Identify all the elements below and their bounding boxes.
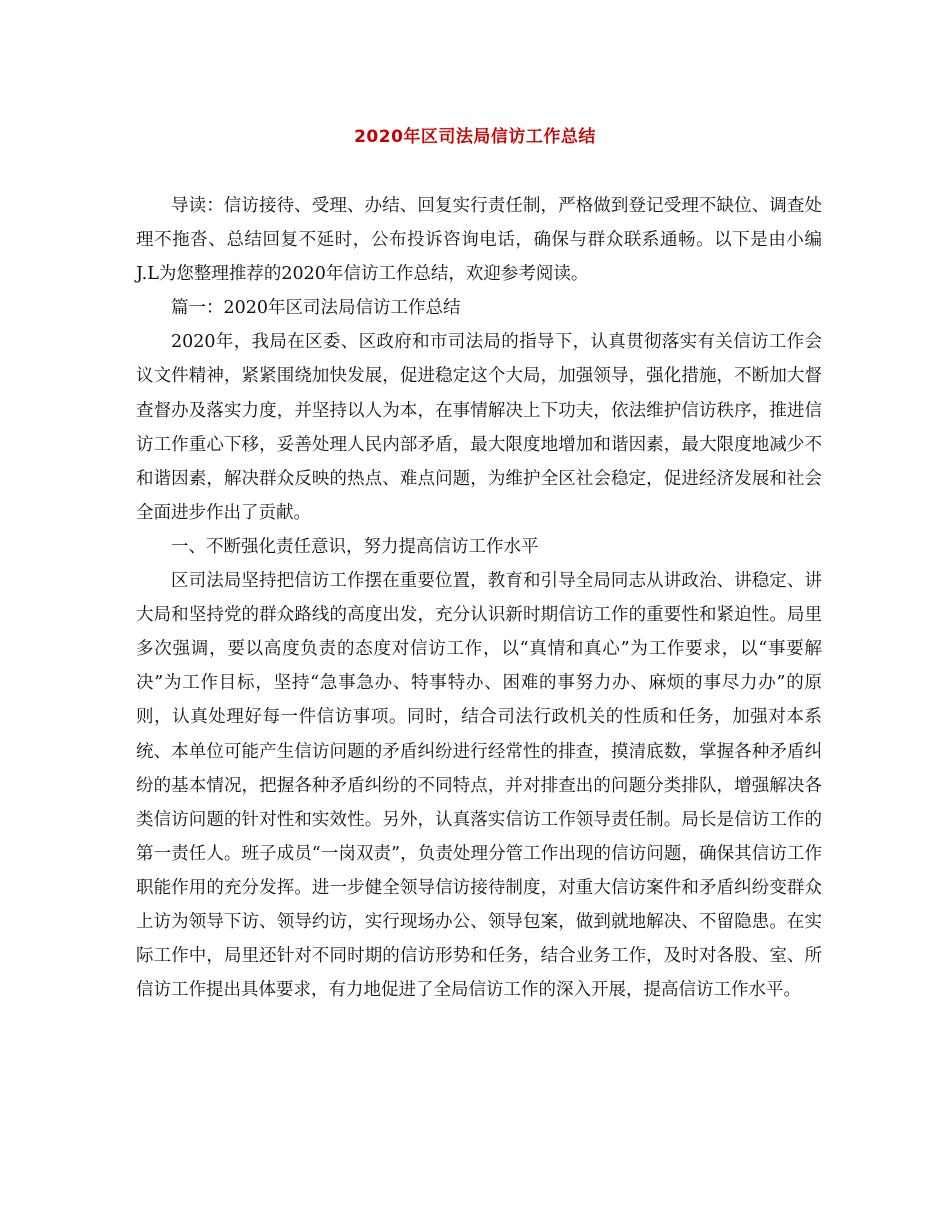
document-body xyxy=(136,189,822,1007)
section-heading-part-one: 篇一：2020年区司法局信访工作总结 xyxy=(171,298,461,319)
section-heading-one: 一、不断强化责任意识，努力提高信访工作水平 xyxy=(171,536,539,557)
overview-paragraph: 2020年，我局在区委、区政府和市司法局的指导下，认真贯彻落实有关信访工作会议文件精神，紧紧围绕加快发展，促进稳定这个大局，加强领导，强化措施，不断加大督查督办及落实力度，并坚持以人为本，在事情解决上下功夫，依法维护信访秩序，推进信访工作重心下移，妥善处理人民内部矛盾，最大限度地增加和谐因素，最大限度地减少不和谐因素，解决群众反映的热点、难点问题，为维护全区社会稳定，促进经济发展和社会全面进步作出了贡献。 xyxy=(136,332,822,523)
document-title: 2020年区司法局信访工作总结 xyxy=(354,127,596,147)
intro-paragraph: 导读：信访接待、受理、办结、回复实行责任制，严格做到登记受理不缺位、调查处理不拖沓、总结回复不延时，公布投诉咨询电话，确保与群众联系通畅。以下是由小编J.L为您整理推荐的2020年信访工作总结，欢迎参考阅读。 xyxy=(136,196,822,285)
section-one-paragraph: 区司法局坚持把信访工作摆在重要位置，教育和引导全局同志从讲政治、讲稳定、讲大局和坚持党的群众路线的高度出发，充分认识新时期信访工作的重要性和紧迫性。局里多次强调，要以高度负责的态度对信访工作，以“真情和真心”为工作要求，以“事要解决”为工作目标，坚持“急事急办、特事特办、困难的事努力办、麻烦的事尽力办”的原则，认真处理好每一件信访事项。同时，结合司法行政机关的性质和任务，加强对本系统、本单位可能产生信访问题的矛盾纠纷进行经常性的排查，摸清底数，掌握各种矛盾纠纷的基本情况，把握各种矛盾纠纷的不同特点，并对排查出的问题分类排队，增强解决各类信访问题的针对性和实效性。另外，认真落实信访工作领导责任制。局长是信访工作的第一责任人。班子成员“一岗双责”，负责处理分管工作出现的信访问题，确保其信访工作职能作用的充分发挥。进一步健全领导信访接待制度，对重大信访案件和矛盾纠纷变群众上访为领导下访、领导约访，实行现场办公、领导包案，做到就地解决、不留隐患。在实际工作中，局里还针对不同时期的信访形势和任务，结合业务工作，及时对各股、室、所信访工作提出具体要求，有力地促进了全局信访工作的深入开展，提高信访工作水平。 xyxy=(136,571,822,1001)
